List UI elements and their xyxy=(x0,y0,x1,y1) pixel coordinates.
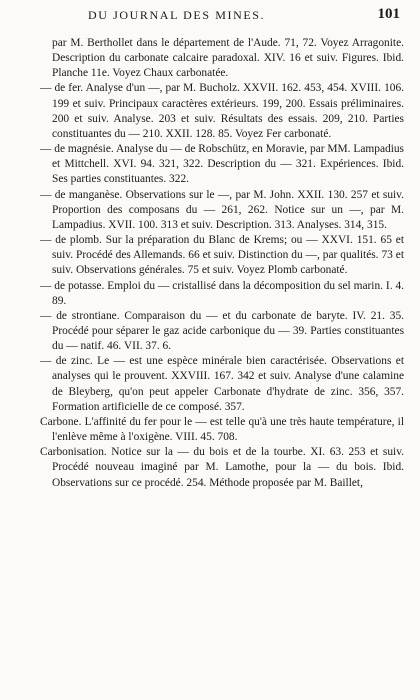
index-entry-carbonate-plomb: — de plomb. Sur la préparation du Blanc de Krems; ou — XXVI. 151. 65 et suiv. Procédé des Allemands. 66 et suiv. Distinction du —, par qualités. 73 et suiv. Observations générales. 75 et suiv. Voyez Plomb carbonaté. xyxy=(40,234,404,277)
running-title: DU JOURNAL DES MINES. xyxy=(88,8,266,22)
page-header xyxy=(0,4,420,26)
index-entry-carbonate-fer: — de fer. Analyse d'un —, par M. Bucholz. XXVII. 162. 453, 454. XVIII. 106. 199 et suiv. Principaux caractères extérieurs. 199, 200. Essais préliminaires. 200 et suiv. Analyse. 203 et suiv. Résultats des essais. 209, 210. Parties constituantes du — 210. XXII. 128. 85. Voyez Fer carbonaté. xyxy=(40,82,404,140)
index-entry-carbonate-potasse: — de potasse. Emploi du — cristallisé dans la décomposition du sel marin. I. 4. 89. xyxy=(40,279,404,307)
index-entry-carbone: Carbone. L'affinité du fer pour le — est telle qu'à une très haute température, il l'enlève même à l'oxigène. VIII. 45. 708. xyxy=(40,415,404,444)
index-entries xyxy=(40,36,404,491)
index-entry-carbonate-magnesie: — de magnésie. Analyse du — de Robschütz, en Moravie, par MM. Lampadius et Mittchell. XVI. 94. 321, 322. Description du — 321. Expériences. Ibid. Ses parties constituantes. 322. xyxy=(40,143,404,186)
index-entry-carbonate-manganese: — de manganèse. Observations sur le —, par M. John. XXII. 130. 257 et suiv. Proportion des composans du — 261, 262. Notice sur un —, par M. Lampadius. XVII. 100. 313 et suiv. Description. 313. Analyses. 314, 315. xyxy=(40,188,404,231)
index-entry-carbonate-chaux-continued: par M. Berthollet dans le département de l'Aude. 71, 72. Voyez Arragonite. Description du carbonate calcaire paradoxal. XIV. 16 et suiv. Figures. Ibid. Planche 11e. Voyez Chaux carbonatée. xyxy=(52,37,404,80)
index-entry-carbonisation: Carbonisation. Notice sur la — du bois et de la tourbe. XI. 63. 253 et suiv. Procédé nouveau imaginé par M. Lamothe, pour la — du bois. Ibid. Observations sur ce procédé. 254. Méthode proposée par M. Baillet, xyxy=(40,446,404,489)
index-entry-carbonate-zinc: — de zinc. Le — est une espèce minérale bien caractérisée. Observations et analyses qui le prouvent. XXVIII. 167. 342 et suiv. Analyse d'une calamine de Bleyberg, qu'on peut appeler Carbonate d'hydrate de zinc. 356, 357. Formation artificielle de ce composé. 357. xyxy=(40,355,404,413)
index-entry-carbonate-strontiane: — de strontiane. Comparaison du — et du carbonate de baryte. IV. 21. 35. Procédé pour séparer le gaz acide carbonique du — 39. Parties constituantes du — natif. 46. VII. 37. 6. xyxy=(40,309,404,353)
page-number: 101 xyxy=(377,6,400,22)
